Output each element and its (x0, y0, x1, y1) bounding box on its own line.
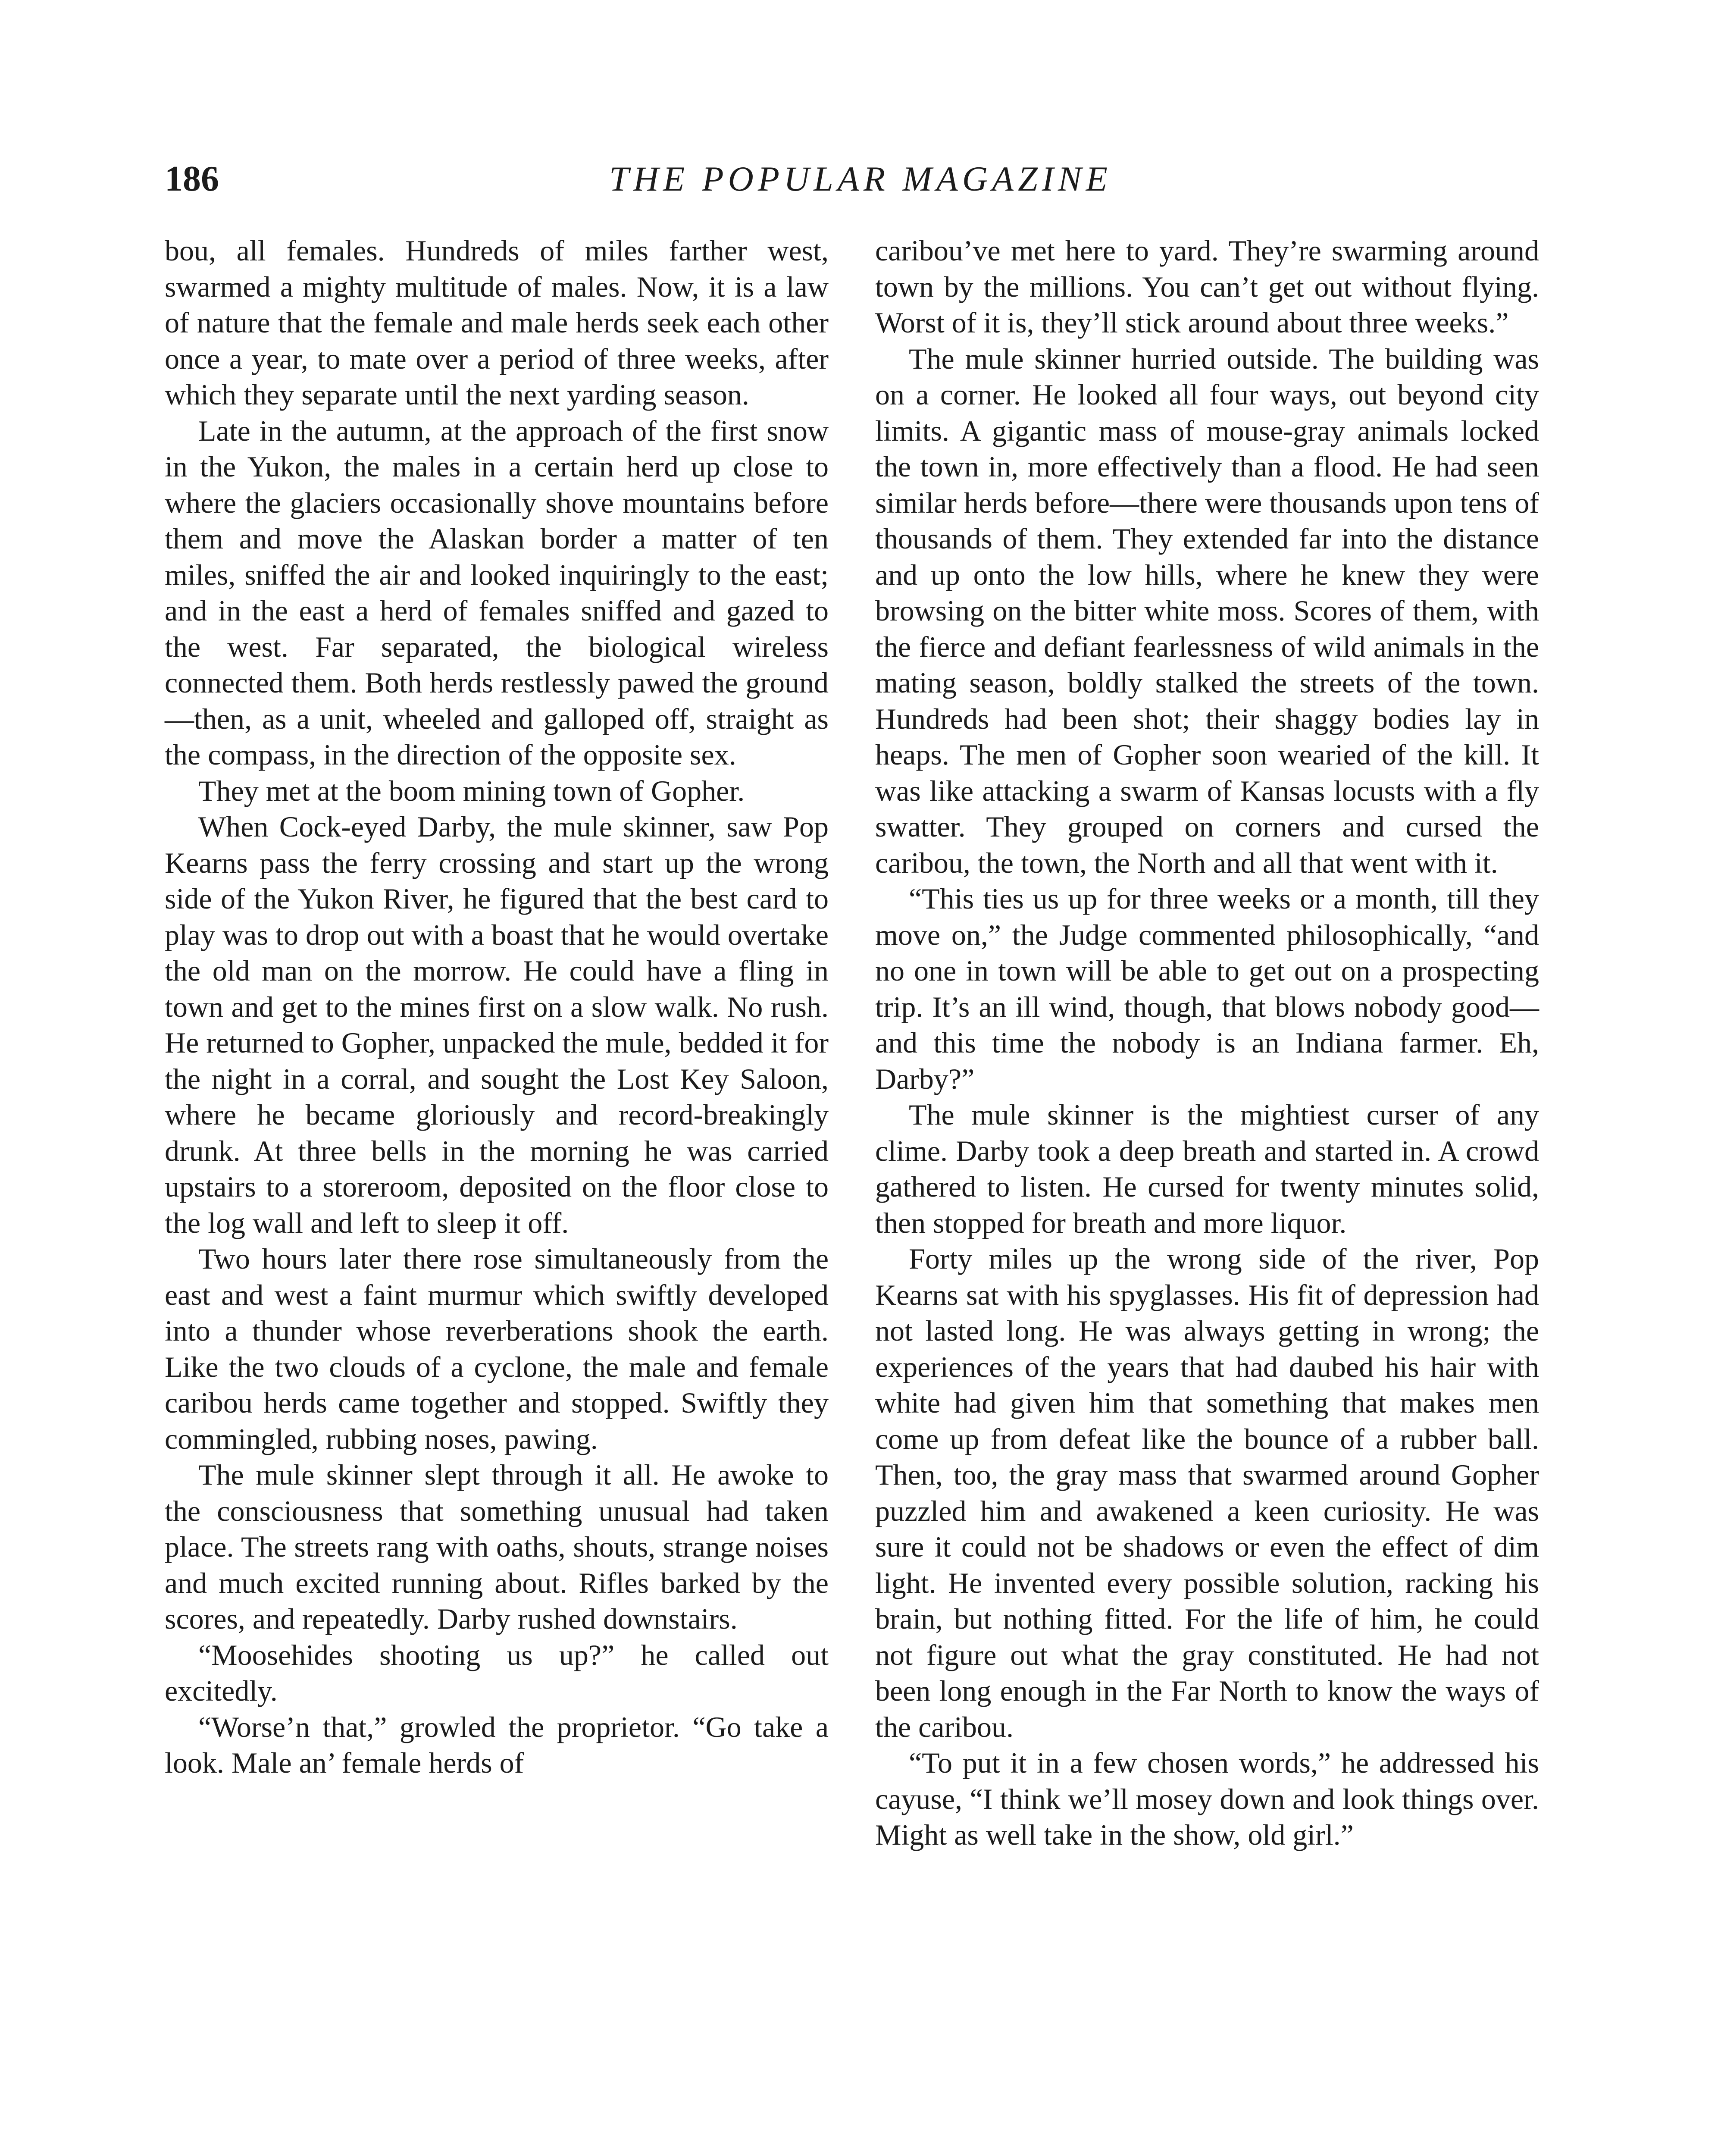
paragraph: When Cock-eyed Darby, the mule skinner, saw Pop Kearns pass the ferry crossing and start up the wrong side of the Yukon River, he figured that the best card to play was to drop out with a boast that he would overtake the old man on the morrow. He could have a fling in town and get to the mines first on a slow walk. No rush. He returned to Gopher, unpacked the mule, bedded it for the night in a corral, and sought the Lost Key Saloon, where he became gloriously and record-breakingly drunk. At three bells in the morning he was carried upstairs to a storeroom, deposited on the floor close to the log wall and left to sleep it off. (165, 810, 829, 1239)
running-title: THE POPULAR MAGAZINE (609, 159, 1112, 198)
paragraph: caribou’ve met here to yard. They’re swarming around town by the millions. You can’t get out without flying. Worst of it is, they’ll stick around about three weeks.” (875, 234, 1539, 339)
paragraph: “This ties us up for three weeks or a month, till they move on,” the Judge commented philosophically, “and no one in town will be able to get out on a prospecting trip. It’s an ill wind, though, that blows nobody good—and this time the nobody is an Indiana farmer. Eh, Darby?” (875, 882, 1539, 1095)
paragraph: Late in the autumn, at the approach of the first snow in the Yukon, the males in a certain herd up close to where the glaciers occasionally shove mountains before them and move the Alaskan border a matter of ten miles, sniffed the air and looked inquiringly to the east; and in the east a herd of females sniffed and gazed to the west. Far separated, the biological wireless connected them. Both herds restlessly pawed the ground—then, as a unit, wheeled and galloped off, straight as the compass, in the direction of the opposite sex. (165, 414, 829, 771)
paragraph: Forty miles up the wrong side of the river, Pop Kearns sat with his spyglasses. His fit of depression had not lasted long. He was always getting in wrong; the experiences of the years that had daubed his hair with white had given him that something that makes men come up from defeat like the bounce of a rubber ball. Then, too, the gray mass that swarmed around Gopher puzzled him and awakened a keen curiosity. He was sure it could not be shadows or even the effect of dim light. He invented every possible solution, racking his brain, but nothing fitted. For the life of him, he could not figure out what the gray constituted. He had not been long enough in the Far North to know the ways of the caribou. (875, 1242, 1539, 1743)
left-column (165, 233, 829, 1781)
paragraph: The mule skinner is the mightiest curser of any clime. Darby took a deep breath and started in. A crowd gathered to listen. He cursed for twenty minutes solid, then stopped for breath and more liquor. (875, 1098, 1539, 1239)
right-column (875, 233, 1539, 1853)
paragraph: Two hours later there rose simultaneously from the east and west a faint murmur which swiftly developed into a thunder whose reverberations shook the earth. Like the two clouds of a cyclone, the male and female caribou herds came together and stopped. Swiftly they commingled, rubbing noses, pawing. (165, 1242, 829, 1455)
paragraph: They met at the boom mining town of Gopher. (198, 774, 745, 807)
page-header (165, 155, 1556, 203)
paragraph: The mule skinner slept through it all. He awoke to the consciousness that something unusual had taken place. The streets rang with oaths, shouts, strange noises and much excited running about. Rifles barked by the scores, and repeatedly. Darby rushed downstairs. (165, 1458, 829, 1635)
paragraph: “To put it in a few chosen words,” he addressed his cayuse, “I think we’ll mosey down and look things over. Might as well take in the show, old girl.” (875, 1746, 1539, 1851)
paragraph: “Moosehides shooting us up?” he called out excitedly. (165, 1638, 829, 1707)
page-number: 186 (165, 159, 219, 199)
paragraph: The mule skinner hurried outside. The building was on a corner. He looked all four ways, out beyond city limits. A gigantic mass of mouse-gray animals locked the town in, more effectively than a flood. He had seen similar herds before—there were thousands upon tens of thousands of them. They extended far into the distance and up onto the low hills, where he knew they were browsing on the bitter white moss. Scores of them, with the fierce and defiant fearlessness of wild animals in the mating season, boldly stalked the streets of the town. Hundreds had been shot; their shaggy bodies lay in heaps. The men of Gopher soon wearied of the kill. It was like attacking a swarm of Kansas locusts with a fly swatter. They grouped on corners and cursed the caribou, the town, the North and all that went with it. (875, 342, 1539, 879)
paragraph: bou, all females. Hundreds of miles farther west, swarmed a mighty multitude of males. Now, it is a law of nature that the female and male herds seek each other once a year, to mate over a period of three weeks, after which they separate until the next yarding season. (165, 234, 829, 411)
paragraph: “Worse’n that,” growled the proprietor. “Go take a look. Male an’ female herds of (165, 1710, 829, 1779)
